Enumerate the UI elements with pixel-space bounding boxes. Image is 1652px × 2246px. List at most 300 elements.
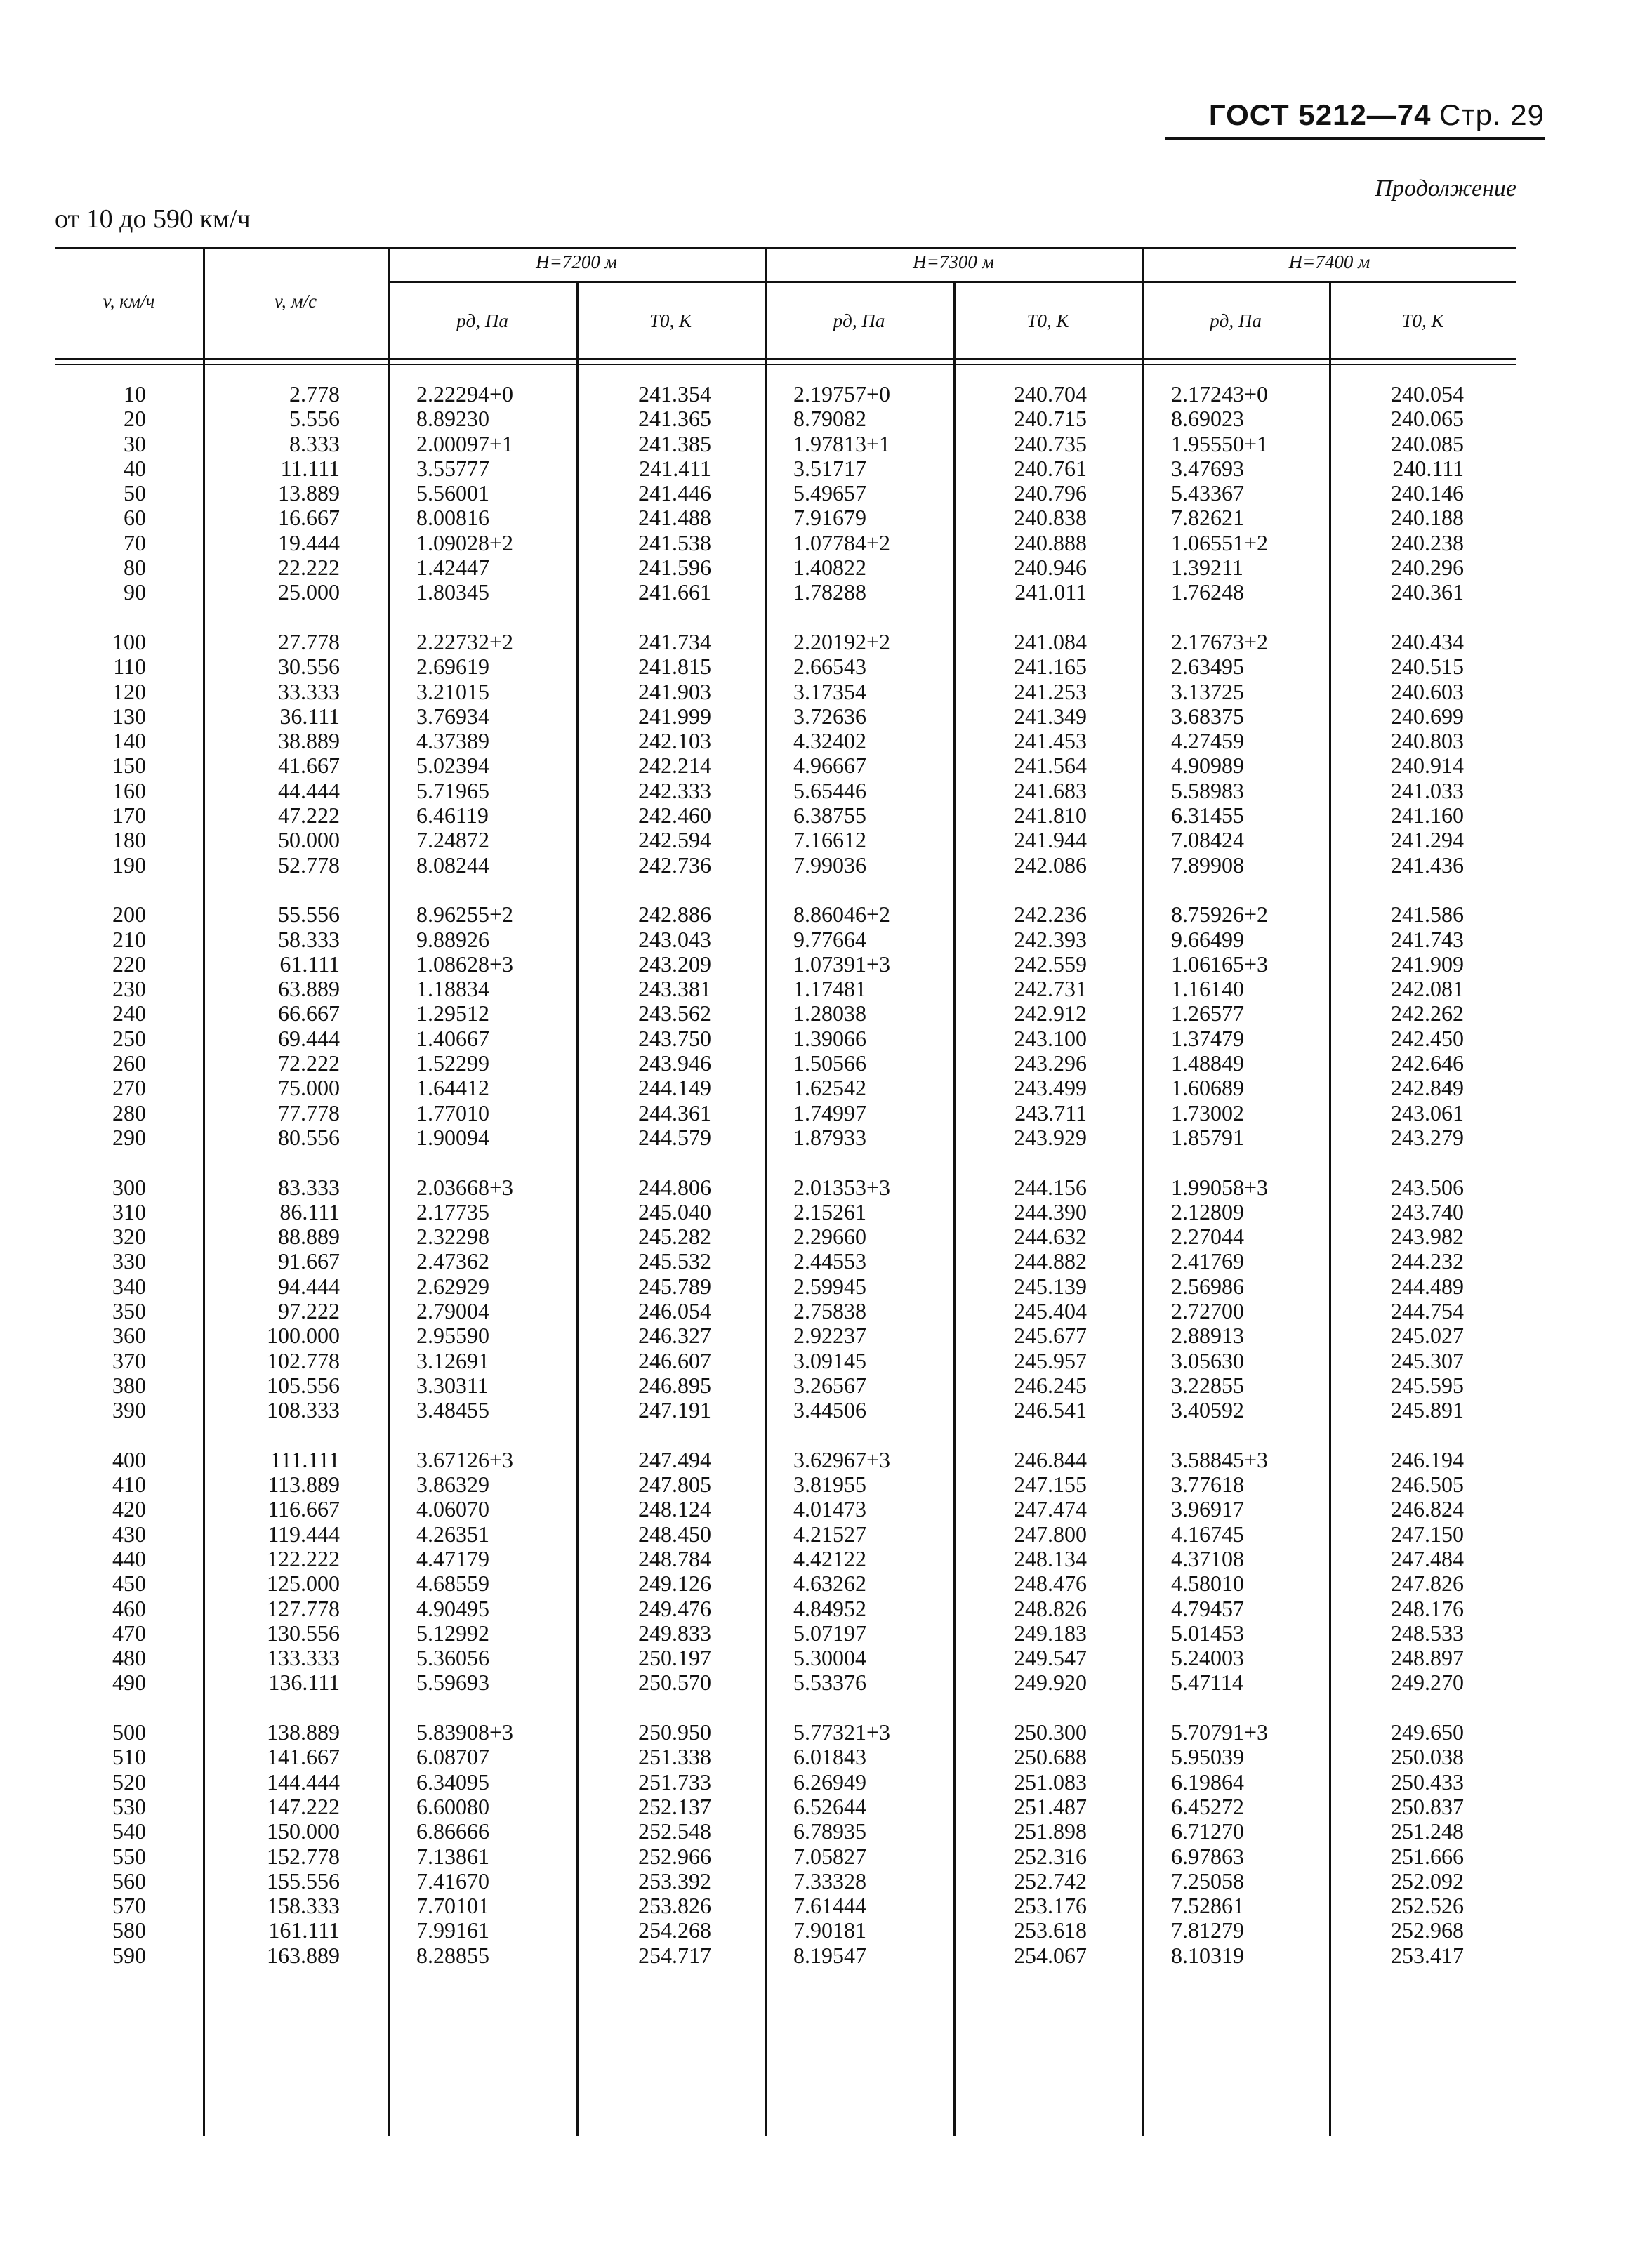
table-cell: 241.084	[1014, 628, 1087, 654]
column-t0-7400	[1329, 382, 1464, 1993]
table-cell: 3.58845+3	[1171, 1446, 1269, 1472]
table-cell: 86.111	[279, 1198, 340, 1224]
table-cell: 1.09028+2	[416, 529, 514, 555]
table-cell: 251.733	[638, 1769, 711, 1795]
table-cell: 4.42122	[793, 1545, 866, 1571]
table-cell: 241.586	[1391, 901, 1464, 927]
table-cell: 1.78288	[793, 579, 866, 605]
page-header	[1165, 98, 1545, 140]
table-cell: 7.99161	[416, 1917, 489, 1943]
table-cell: 161.111	[268, 1917, 340, 1943]
table-cell: 6.26949	[793, 1769, 866, 1795]
table-cell: 250	[112, 1025, 146, 1051]
table-cell: 130	[112, 703, 146, 729]
table-cell: 110	[113, 654, 146, 680]
table-cell: 241.999	[638, 703, 711, 729]
table-cell: 1.08628+3	[416, 951, 514, 977]
table-cell: 158.333	[267, 1893, 340, 1919]
table-cell: 254.067	[1014, 1942, 1087, 1968]
row-group	[416, 630, 571, 878]
vrule	[1142, 247, 1144, 2136]
table-cell: 3.51717	[793, 455, 866, 481]
table-cell: 280	[112, 1099, 146, 1125]
table-cell: 246.541	[1014, 1397, 1087, 1423]
table-cell: 6.31455	[1171, 802, 1244, 828]
row-group	[953, 630, 1087, 878]
table-cell: 241.903	[638, 678, 711, 704]
table-cell: 2.62929	[416, 1273, 489, 1299]
table-cell: 241.365	[638, 406, 711, 432]
table-cell: 252.968	[1391, 1917, 1464, 1943]
row-group	[55, 1448, 146, 1696]
row-group	[55, 1175, 146, 1423]
table-cell: 251.898	[1014, 1818, 1087, 1844]
table-cell: 144.444	[267, 1769, 340, 1795]
group-header-rule	[388, 281, 1516, 283]
row-group	[793, 1448, 948, 1696]
table-cell: 360	[112, 1323, 146, 1349]
table-cell: 241.661	[638, 579, 711, 605]
table-cell: 4.90989	[1171, 753, 1244, 779]
table-cell: 2.22732+2	[416, 628, 514, 654]
table-cell: 251.338	[638, 1744, 711, 1770]
row-group	[793, 1175, 948, 1423]
table-cell: 300	[112, 1174, 146, 1200]
table-cell: 245.040	[638, 1198, 711, 1224]
table-cell: 4.26351	[416, 1521, 489, 1547]
table-cell: 240	[112, 1000, 146, 1026]
table-cell: 155.556	[267, 1868, 340, 1894]
table-cell: 7.90181	[793, 1917, 866, 1943]
table-cell: 6.34095	[416, 1769, 489, 1795]
table-cell: 1.85791	[1171, 1124, 1244, 1150]
vrule	[765, 247, 767, 2136]
row-group	[55, 630, 146, 878]
table-cell: 3.77618	[1171, 1472, 1244, 1498]
table-cell: 41.667	[278, 753, 340, 779]
table-cell: 5.07197	[793, 1620, 866, 1646]
row-group	[793, 902, 948, 1150]
table-cell: 133.333	[267, 1645, 340, 1671]
table-cell: 241.734	[638, 628, 711, 654]
table-cell: 90	[124, 579, 146, 605]
table-cell: 210	[112, 926, 146, 952]
table-cell: 1.48849	[1171, 1050, 1244, 1076]
table-cell: 250.197	[638, 1645, 711, 1671]
table-cell: 240.796	[1014, 480, 1087, 506]
table-cell: 241.909	[1391, 951, 1464, 977]
table-cell: 240.238	[1391, 529, 1464, 555]
row-group	[953, 1720, 1087, 1968]
table-cell: 7.99036	[793, 852, 866, 878]
table-cell: 241.411	[639, 455, 711, 481]
table-cell: 244.390	[1014, 1198, 1087, 1224]
table-cell: 242.450	[1391, 1025, 1464, 1051]
row-group	[1329, 630, 1464, 878]
table-cell: 3.05630	[1171, 1347, 1244, 1373]
table-cell: 242.086	[1014, 852, 1087, 878]
header-bottom-rule	[55, 358, 1516, 360]
table-cell: 243.750	[638, 1025, 711, 1051]
table-cell: 242.736	[638, 852, 711, 878]
table-cell: 1.17481	[793, 976, 866, 1002]
table-cell: 246.054	[638, 1297, 711, 1323]
table-cell: 1.60689	[1171, 1075, 1244, 1101]
table-cell: 16.667	[278, 505, 340, 531]
table-cell: 240.914	[1391, 753, 1464, 779]
table-cell: 250.570	[638, 1670, 711, 1696]
row-group	[1329, 1720, 1464, 1968]
table-cell: 72.222	[278, 1050, 340, 1076]
table-cell: 242.912	[1014, 1000, 1087, 1026]
table-cell: 241.538	[638, 529, 711, 555]
table-cell: 2.17243+0	[1171, 381, 1269, 407]
table-cell: 7.33328	[793, 1868, 866, 1894]
table-cell: 4.79457	[1171, 1595, 1244, 1621]
table-cell: 246.194	[1391, 1446, 1464, 1472]
table-cell: 254.268	[638, 1917, 711, 1943]
table-cell: 138.889	[267, 1719, 340, 1745]
table-cell: 2.88913	[1171, 1323, 1244, 1349]
table-cell: 1.76248	[1171, 579, 1244, 605]
column-pd-7200	[416, 382, 571, 1993]
table-cell: 241.011	[1015, 579, 1087, 605]
row-group	[1329, 382, 1464, 605]
table-cell: 248.826	[1014, 1595, 1087, 1621]
table-cell: 30.556	[278, 654, 340, 680]
table-cell: 4.01473	[793, 1496, 866, 1522]
table-cell: 8.89230	[416, 406, 489, 432]
table-cell: 94.444	[278, 1273, 340, 1299]
table-cell: 3.21015	[416, 678, 489, 704]
table-cell: 2.27044	[1171, 1224, 1244, 1250]
table-cell: 243.711	[1015, 1099, 1087, 1125]
table-cell: 1.74997	[793, 1099, 866, 1125]
table-cell: 240.188	[1391, 505, 1464, 531]
table-cell: 1.29512	[416, 1000, 489, 1026]
table-cell: 7.82621	[1171, 505, 1244, 531]
row-group	[203, 382, 340, 605]
table-cell: 240.296	[1391, 555, 1464, 581]
table-cell: 243.279	[1391, 1124, 1464, 1150]
table-cell: 2.00097+1	[416, 430, 514, 456]
row-group	[55, 1720, 146, 1968]
row-group	[793, 1720, 948, 1968]
table-cell: 7.70101	[416, 1893, 489, 1919]
table-cell: 242.214	[638, 753, 711, 779]
table-cell: 127.778	[267, 1595, 340, 1621]
table-cell: 5.47114	[1171, 1670, 1243, 1696]
table-cell: 147.222	[267, 1793, 340, 1819]
table-cell: 5.77321+3	[793, 1719, 891, 1745]
table-cell: 33.333	[278, 678, 340, 704]
table-cell: 2.778	[289, 381, 340, 407]
table-cell: 420	[112, 1496, 146, 1522]
table-cell: 1.97813+1	[793, 430, 891, 456]
table-cell: 125.000	[267, 1571, 340, 1597]
table-cell: 560	[112, 1868, 146, 1894]
row-group	[576, 630, 711, 878]
table-cell: 330	[112, 1248, 146, 1274]
table-cell: 2.44553	[793, 1248, 866, 1274]
table-cell: 5.01453	[1171, 1620, 1244, 1646]
row-group	[576, 1448, 711, 1696]
table-cell: 243.209	[638, 951, 711, 977]
table-cell: 3.17354	[793, 678, 866, 704]
header-pd-7300: pд, Па	[833, 310, 885, 331]
table-cell: 66.667	[278, 1000, 340, 1026]
row-group	[203, 902, 340, 1150]
table-cell: 253.826	[638, 1893, 711, 1919]
table-cell: 460	[112, 1595, 146, 1621]
column-t0-7300	[953, 382, 1087, 1993]
table-cell: 249.270	[1391, 1670, 1464, 1696]
table-cell: 243.061	[1391, 1099, 1464, 1125]
table-cell: 243.296	[1014, 1050, 1087, 1076]
table-cell: 2.03668+3	[416, 1174, 514, 1200]
table-cell: 11.111	[280, 455, 340, 481]
table-cell: 250.300	[1014, 1719, 1087, 1745]
table-cell: 1.40822	[793, 555, 866, 581]
table-cell: 2.92237	[793, 1323, 866, 1349]
table-cell: 1.95550+1	[1171, 430, 1269, 456]
table-cell: 111.111	[270, 1446, 340, 1472]
table-cell: 83.333	[278, 1174, 340, 1200]
table-cell: 243.381	[638, 976, 711, 1002]
table-cell: 1.52299	[416, 1050, 489, 1076]
table-cell: 247.155	[1014, 1472, 1087, 1498]
table-cell: 241.683	[1014, 777, 1087, 803]
table-cell: 40	[124, 455, 146, 481]
table-cell: 244.882	[1014, 1248, 1087, 1274]
header-t0-7400: T0, К	[1401, 310, 1444, 331]
table-cell: 540	[112, 1818, 146, 1844]
table-cell: 44.444	[278, 777, 340, 803]
table-cell: 242.103	[638, 728, 711, 754]
table-cell: 5.556	[289, 406, 340, 432]
table-cell: 242.886	[638, 901, 711, 927]
table-cell: 248.134	[1014, 1545, 1087, 1571]
table-top-rule	[55, 247, 1516, 249]
group-header-h7400: H=7400 м	[1288, 251, 1370, 272]
column-v-ms	[203, 382, 340, 1993]
table-cell: 8.79082	[793, 406, 866, 432]
table-cell: 4.47179	[416, 1545, 489, 1571]
table-cell: 3.26567	[793, 1372, 866, 1398]
table-cell: 3.86329	[416, 1472, 489, 1498]
table-cell: 245.789	[638, 1273, 711, 1299]
row-group	[203, 1720, 340, 1968]
table-cell: 5.53376	[793, 1670, 866, 1696]
table-cell: 2.75838	[793, 1297, 866, 1323]
table-cell: 249.183	[1014, 1620, 1087, 1646]
table-cell: 253.392	[638, 1868, 711, 1894]
table-cell: 9.88926	[416, 926, 489, 952]
table-cell: 4.84952	[793, 1595, 866, 1621]
table-cell: 2.17673+2	[1171, 628, 1269, 654]
table-cell: 244.361	[638, 1099, 711, 1125]
table-cell: 240.803	[1391, 728, 1464, 754]
header-pd-7400: pд, Па	[1210, 310, 1262, 331]
table-cell: 5.30004	[793, 1645, 866, 1671]
table-cell: 240.704	[1014, 381, 1087, 407]
table-cell: 245.957	[1014, 1347, 1087, 1373]
table-cell: 240.715	[1014, 406, 1087, 432]
table-cell: 248.476	[1014, 1571, 1087, 1597]
table-cell: 246.895	[638, 1372, 711, 1398]
table-cell: 4.90495	[416, 1595, 489, 1621]
row-group	[1171, 630, 1326, 878]
table-cell: 248.124	[638, 1496, 711, 1522]
table-cell: 97.222	[278, 1297, 340, 1323]
table-cell: 320	[112, 1224, 146, 1250]
table-cell: 5.56001	[416, 480, 489, 506]
table-cell: 252.526	[1391, 1893, 1464, 1919]
table-cell: 50	[124, 480, 146, 506]
table-cell: 7.52861	[1171, 1893, 1244, 1919]
table-cell: 252.137	[638, 1793, 711, 1819]
table-cell: 91.667	[278, 1248, 340, 1274]
table-cell: 200	[112, 901, 146, 927]
table-cell: 2.95590	[416, 1323, 489, 1349]
table-cell: 241.596	[638, 555, 711, 581]
row-group	[793, 630, 948, 878]
table-cell: 450	[112, 1571, 146, 1597]
table-cell: 241.436	[1391, 852, 1464, 878]
table-cell: 253.618	[1014, 1917, 1087, 1943]
table-cell: 13.889	[278, 480, 340, 506]
row-group	[953, 1448, 1087, 1696]
table-cell: 2.59945	[793, 1273, 866, 1299]
table-cell: 6.86666	[416, 1818, 489, 1844]
table-cell: 122.222	[267, 1545, 340, 1571]
table-cell: 249.126	[638, 1571, 711, 1597]
table-cell: 3.40592	[1171, 1397, 1244, 1423]
row-group	[1171, 382, 1326, 605]
table-cell: 119.444	[267, 1521, 340, 1547]
table-cell: 7.05827	[793, 1843, 866, 1869]
table-cell: 116.667	[267, 1496, 340, 1522]
table-cell: 250.038	[1391, 1744, 1464, 1770]
table-cell: 5.36056	[416, 1645, 489, 1671]
table-cell: 240.361	[1391, 579, 1464, 605]
table-cell: 3.62967+3	[793, 1446, 891, 1472]
table-cell: 241.446	[638, 480, 711, 506]
table-cell: 1.64412	[416, 1075, 489, 1101]
table-cell: 241.815	[638, 654, 711, 680]
table-cell: 245.677	[1014, 1323, 1087, 1349]
table-cell: 102.778	[267, 1347, 340, 1373]
table-cell: 220	[112, 951, 146, 977]
table-cell: 244.489	[1391, 1273, 1464, 1299]
table-cell: 252.092	[1391, 1868, 1464, 1894]
row-group	[576, 902, 711, 1150]
table-cell: 38.889	[278, 728, 340, 754]
table-cell: 5.95039	[1171, 1744, 1244, 1770]
table-cell: 520	[112, 1769, 146, 1795]
table-cell: 4.68559	[416, 1571, 489, 1597]
table-cell: 1.80345	[416, 579, 489, 605]
table-cell: 2.63495	[1171, 654, 1244, 680]
table-cell: 8.08244	[416, 852, 489, 878]
row-group	[1171, 1448, 1326, 1696]
row-group	[416, 382, 571, 605]
table-cell: 1.77010	[416, 1099, 489, 1125]
table-cell: 8.10319	[1171, 1942, 1244, 1968]
table-cell: 270	[112, 1075, 146, 1101]
row-group	[576, 382, 711, 605]
table-cell: 2.22294+0	[416, 381, 514, 407]
table-cell: 550	[112, 1843, 146, 1869]
group-header-h7200: H=7200 м	[536, 251, 617, 272]
table-cell: 241.385	[638, 430, 711, 456]
header-t0-7200: T0, К	[649, 310, 692, 331]
table-cell: 4.21527	[793, 1521, 866, 1547]
column-t0-7200	[576, 382, 711, 1993]
table-cell: 251.248	[1391, 1818, 1464, 1844]
table-cell: 241.354	[638, 381, 711, 407]
table-cell: 440	[112, 1545, 146, 1571]
table-cell: 254.717	[638, 1942, 711, 1968]
table-cell: 240.603	[1391, 678, 1464, 704]
table-cell: 6.60080	[416, 1793, 489, 1819]
table-cell: 249.650	[1391, 1719, 1464, 1745]
table-cell: 4.27459	[1171, 728, 1244, 754]
table-cell: 250.837	[1391, 1793, 1464, 1819]
table-cell: 252.548	[638, 1818, 711, 1844]
table-cell: 7.16612	[793, 827, 866, 853]
table-cell: 251.666	[1391, 1843, 1464, 1869]
table-cell: 240.054	[1391, 381, 1464, 407]
column-pd-7300	[793, 382, 948, 1993]
table-cell: 1.39211	[1171, 555, 1243, 581]
table-cell: 3.55777	[416, 455, 489, 481]
table-cell: 6.08707	[416, 1744, 489, 1770]
table-cell: 75.000	[278, 1075, 340, 1101]
table-cell: 570	[112, 1893, 146, 1919]
table-cell: 242.849	[1391, 1075, 1464, 1101]
table-cell: 3.44506	[793, 1397, 866, 1423]
table-cell: 20	[124, 406, 146, 432]
table-cell: 243.100	[1014, 1025, 1087, 1051]
table-cell: 249.833	[638, 1620, 711, 1646]
table-cell: 242.393	[1014, 926, 1087, 952]
table-cell: 5.12992	[416, 1620, 489, 1646]
table-cell: 249.476	[638, 1595, 711, 1621]
table-cell: 7.24872	[416, 827, 489, 853]
table-cell: 249.547	[1014, 1645, 1087, 1671]
table-cell: 245.595	[1391, 1372, 1464, 1398]
table-cell: 243.946	[638, 1050, 711, 1076]
table-cell: 2.19757+0	[793, 381, 891, 407]
table-cell: 241.488	[638, 505, 711, 531]
table-cell: 2.41769	[1171, 1248, 1244, 1274]
table-cell: 249.920	[1014, 1670, 1087, 1696]
table-cell: 63.889	[278, 976, 340, 1002]
page-number: Стр. 29	[1439, 98, 1545, 131]
table-cell: 1.99058+3	[1171, 1174, 1269, 1200]
table-cell: 243.982	[1391, 1224, 1464, 1250]
table-cell: 4.58010	[1171, 1571, 1244, 1597]
row-group	[1171, 902, 1326, 1150]
table-cell: 247.805	[638, 1472, 711, 1498]
table-cell: 244.579	[638, 1124, 711, 1150]
table-cell: 250.433	[1391, 1769, 1464, 1795]
row-group	[1171, 1175, 1326, 1423]
table-cell: 8.28855	[416, 1942, 489, 1968]
table-cell: 22.222	[278, 555, 340, 581]
table-cell: 500	[112, 1719, 146, 1745]
